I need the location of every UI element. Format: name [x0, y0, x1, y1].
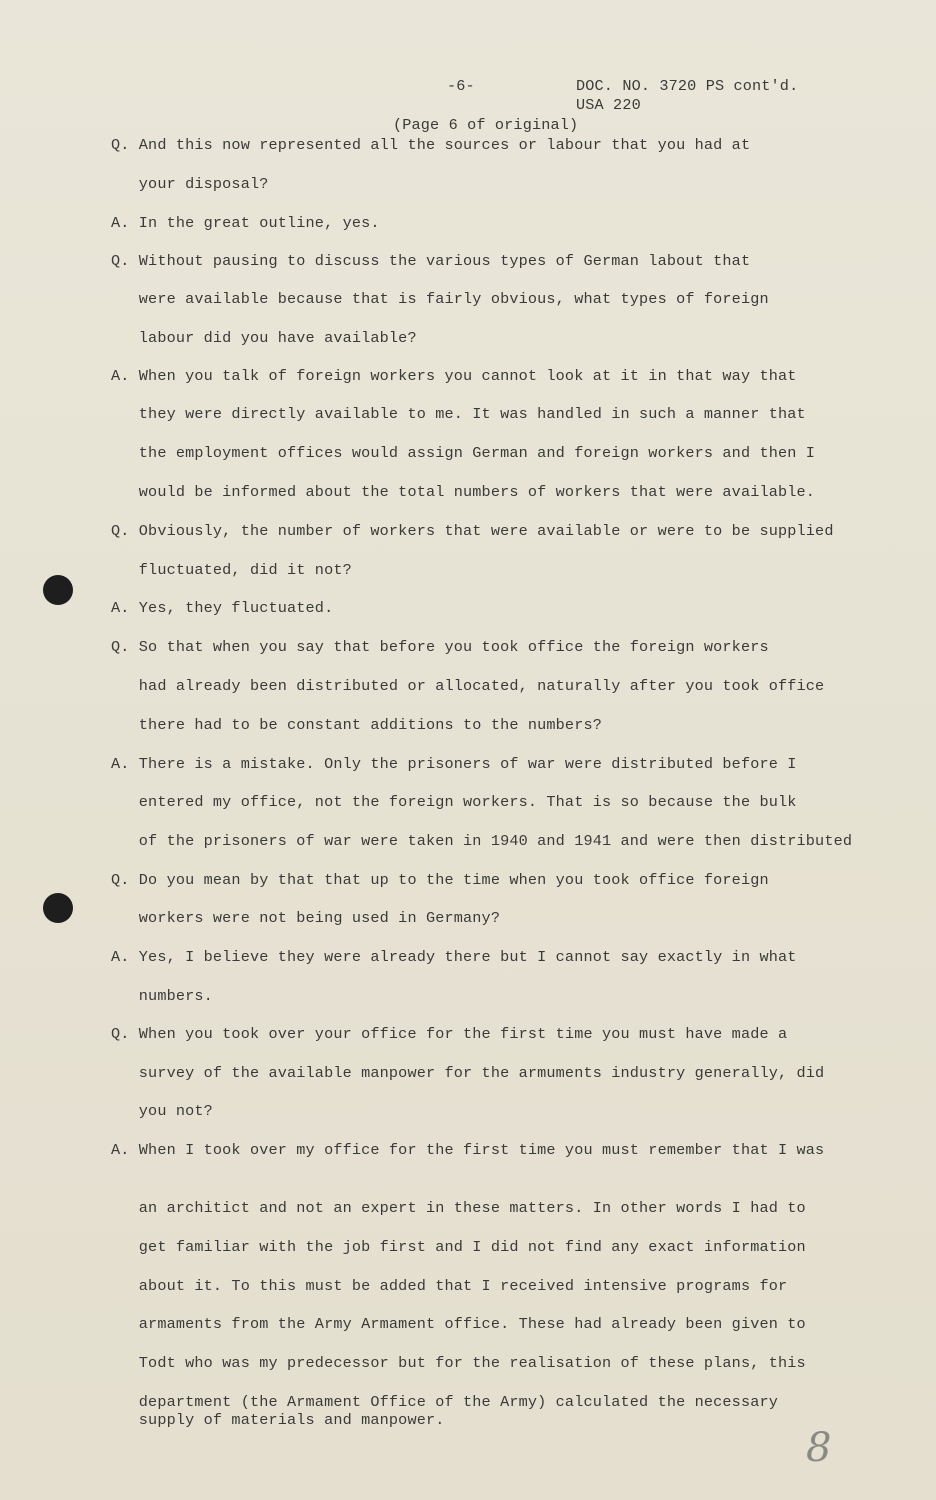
transcript-line: your disposal?	[111, 175, 269, 193]
punch-hole	[43, 575, 73, 605]
transcript-line: A. When I took over my office for the first time you must remember that I was	[111, 1141, 825, 1159]
transcript-line: fluctuated, did it not?	[111, 561, 352, 579]
transcript-line: workers were not being used in Germany?	[111, 909, 501, 927]
transcript-line: A. Yes, they fluctuated.	[111, 599, 334, 617]
transcript-line: armaments from the Army Armament office. These had already been given to	[111, 1315, 806, 1333]
transcript-line: of the prisoners of war were taken in 1940 and 1941 and were then distributed	[111, 832, 853, 850]
transcript-line: numbers.	[111, 987, 213, 1005]
transcript-line: there had to be constant additions to the numbers?	[111, 716, 602, 734]
transcript-line: had already been distributed or allocated, naturally after you took office	[111, 677, 825, 695]
transcript-line: Q. Do you mean by that that up to the time when you took office foreign	[111, 871, 769, 889]
transcript-line: A. Yes, I believe they were already there but I cannot say exactly in what	[111, 948, 797, 966]
handwritten-page-number: 8	[806, 1425, 832, 1471]
transcript-line: they were directly available to me. It was handled in such a manner that	[111, 405, 806, 423]
transcript-line: would be informed about the total numbers of workers that were available.	[111, 483, 816, 501]
transcript-line: an architict and not an expert in these matters. In other words I had to	[111, 1199, 806, 1217]
transcript-line: get familiar with the job first and I did not find any exact information	[111, 1238, 806, 1256]
transcript-line: Q. And this now represented all the sources or labour that you had at	[111, 136, 751, 154]
transcript-line: Q. Obviously, the number of workers that were available or were to be supplied	[111, 522, 834, 540]
transcript-line: you not?	[111, 1102, 213, 1120]
transcript-line: the employment offices would assign German and foreign workers and then I	[111, 444, 816, 462]
transcript-line: were available because that is fairly obvious, what types of foreign	[111, 290, 769, 308]
transcript-line: A. There is a mistake. Only the prisoners of war were distributed before I	[111, 755, 797, 773]
transcript-line: department (the Armament Office of the Army) calculated the necessary	[111, 1393, 779, 1411]
transcript-line: supply of materials and manpower.	[111, 1411, 445, 1429]
punch-hole	[43, 893, 73, 923]
transcript-line: survey of the available manpower for the armuments industry generally, did	[111, 1064, 825, 1082]
transcript-line: Q. Without pausing to discuss the various types of German labout that	[111, 252, 751, 270]
transcript-line: Q. When you took over your office for the first time you must have made a	[111, 1025, 788, 1043]
transcript-line: entered my office, not the foreign workers. That is so because the bulk	[111, 793, 797, 811]
doc-number: DOC. NO. 3720 PS cont'd.	[576, 77, 799, 95]
transcript-line: A. When you talk of foreign workers you cannot look at it in that way that	[111, 367, 797, 385]
transcript-line: Q. So that when you say that before you took office the foreign workers	[111, 638, 769, 656]
transcript-line: labour did you have available?	[111, 329, 417, 347]
page-marker: -6-	[447, 77, 475, 95]
transcript-line: about it. To this must be added that I received intensive programs for	[111, 1277, 788, 1295]
transcript-line: A. In the great outline, yes.	[111, 214, 380, 232]
original-page-note: (Page 6 of original)	[393, 116, 579, 134]
transcript-line: Todt who was my predecessor but for the realisation of these plans, this	[111, 1354, 806, 1372]
exhibit-number: USA 220	[576, 96, 641, 114]
